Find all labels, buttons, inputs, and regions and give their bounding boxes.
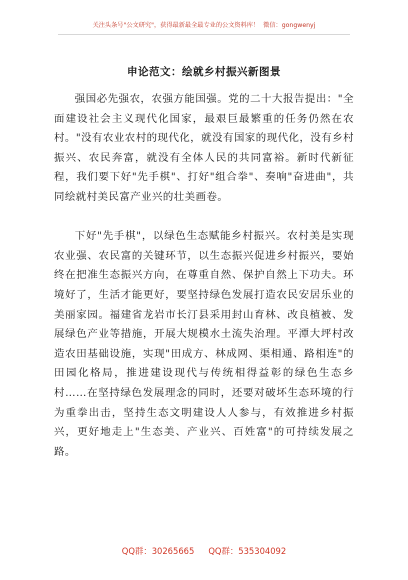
qq-footer (0, 545, 408, 557)
paragraph: 强国必先强农，农强方能国强。党的二十大报告提出："全面建设社会主义现代化国家，最艰巨最繁重的任务仍然在农村。"没有农业农村的现代化，就没有国家的现代化，没有乡村振兴、农民奔富，就没有全体人民的共同富裕。新时代新征程，我们要下好"先手棋"、打好"组合拳"、奏响"奋进曲"，共同绘就村美民富产业兴的壮美画卷。 (54, 93, 354, 203)
promo-text: 关注头条号"公文研究"，获得最新最全最专业的公文资料库！ (92, 22, 260, 29)
page-title: 申论范文：绘就乡村振兴新图景 (127, 66, 281, 78)
qq-group-1: QQ群：30265665 (121, 546, 195, 556)
header-divider (58, 34, 350, 35)
promo-header (0, 20, 408, 29)
article-body (54, 90, 354, 462)
paragraph: 下好"先手棋"，以绿色生态赋能乡村振兴。农村美是实现农业强、农民富的关键环节，以生态振兴促进乡村振兴，要始终在把准生态振兴方向，在尊重自然、保护自然上下功夫。环境好了，生活才能更好，要坚持绿色发展打造农民安居乐业的美丽家园。福建省龙岩市长汀县采用封山育林、改良植被、发展绿色产业等措施，开展大规模水土流失治理。平潭大坪村改造农田基础设施，实现"田成方、林成网、渠相通、路相连"的田园化格局，推进建设现代与传统相得益彰的绿色生态乡村……在坚持绿色发展理念的同时，还要对破坏生态环境的行为重拳出击，坚持生态文明建设人人参与，有效推进乡村振兴，更好地走上"生态美、产业兴、百姓富"的可持续发展之路。 (54, 230, 354, 458)
wechat-id: 微信：gongwenyj (263, 22, 316, 29)
qq-group-2: QQ群：535304092 (208, 546, 287, 556)
